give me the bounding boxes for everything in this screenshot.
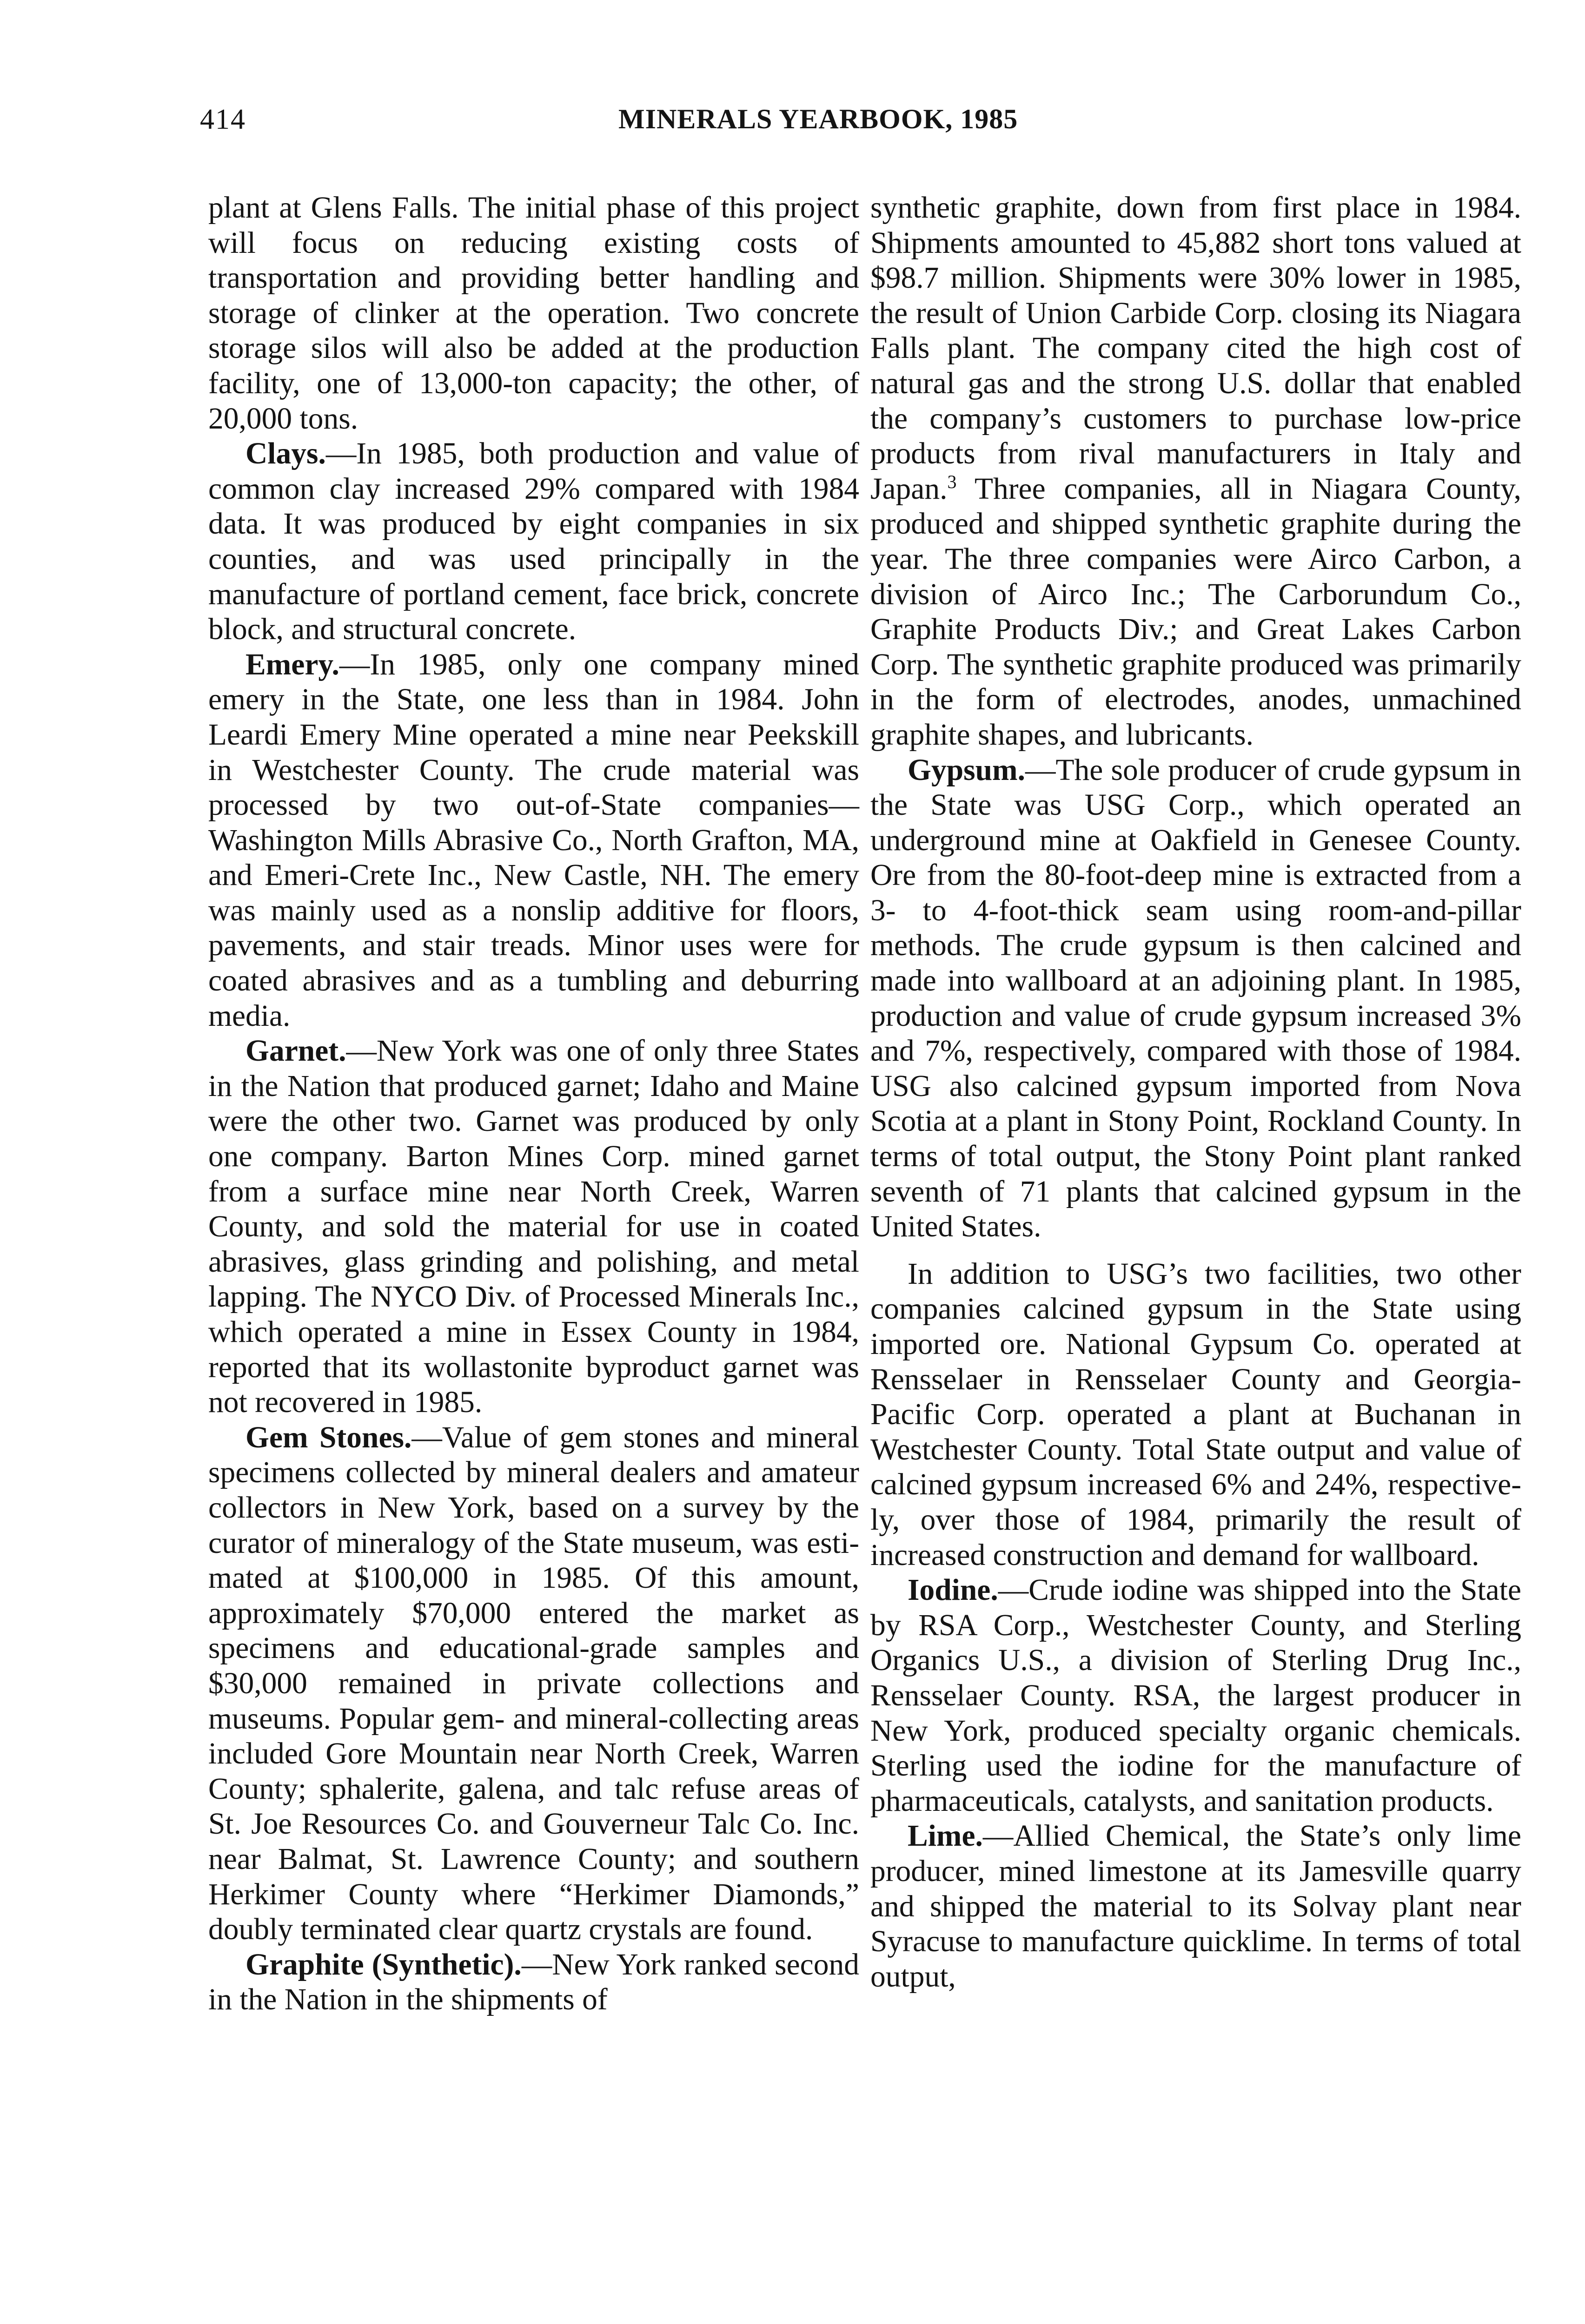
clays-text: —In 1985, both production and value of common clay increased 29% compared with 1984 data. It was produced by eight companies in six counties, and was used principally in the manufacture of portland cement, face brick, concrete block, and structural concrete. bbox=[208, 437, 859, 647]
paragraph-text: plant at Glens Falls. The initial phase of this project will focus on reducing existing costs of transportation and providing better handling and storage of clinker at the operation. Two concrete storage silos will also be added at the production facility, one of 13,000-ton capacity; the other, of 20,000 tons. bbox=[208, 191, 859, 436]
garnet-text: —New York was one of only three States in the Nation that produced garnet; Idaho and Maine were the other two. Garnet was produced by only one company. Barton Mines Corp. mined garnet from a surface mine near North Creek, Warren County, and sold the material for use in coated abrasives, glass grinding and polishing, and metal lapping. The NYCO Div. of Processed Minerals Inc., which operated a mine in Essex County in 1984, reported that its wollastonite byproduct garnet was not recovered in 1985. bbox=[208, 1034, 859, 1419]
running-title: MINERALS YEARBOOK, 1985 bbox=[618, 104, 1018, 134]
gypsum-heading: Gypsum. bbox=[908, 753, 1025, 787]
graphite-continued-text-b: Three companies, all in Niagara County, produced and shipped synthetic graphite during the year. The three companies were Airco Carbon, a division of Airco Inc.; The Carborundum Co., Graphite Products Div.; and Great Lakes Carbon Corp. The synthetic graphite produced was primarily in the form of electrodes, anodes, unmachined graphite shapes, and lubricants. bbox=[870, 472, 1521, 752]
iodine-heading: Iodine. bbox=[908, 1573, 998, 1607]
lime-paragraph bbox=[870, 1819, 1521, 1994]
emery-heading: Emery. bbox=[245, 647, 339, 681]
graphite-paragraph bbox=[208, 1948, 859, 2018]
footnote-reference: 3 bbox=[947, 471, 957, 492]
graphite-continued-paragraph bbox=[870, 191, 1521, 753]
iodine-text: —Crude iodine was shipped into the State by RSA Corp., Westchester County, and Sterling Organics U.S., a division of Sterling Drug Inc., Rensselaer County. RSA, the largest producer in New York, produced specialty organic chemicals. Sterling used the iodine for the manufacture of pharmaceuticals, catalysts, and sanitation products. bbox=[870, 1573, 1521, 1818]
garnet-paragraph bbox=[208, 1034, 859, 1420]
gem-stones-text: —Value of gem stones and mineral specimens collected by mineral dealers and amateur collectors in New York, based on a survey by the curator of mineralogy of the State museum, was estimated at $100,000 in 1985. Of this amount, approximately $70,000 entered the market as specimens and educational-grade samples and $30,000 remained in private collections and museums. Popular gem- and mineral-collecting areas included Gore Mountain near North Creek, Warren County; sphalerite, galena, and talc refuse areas of St. Joe Resources Co. and Gouverneur Talc Co. Inc. near Balmat, St. Lawrence County; and southern Herkimer County where “Herkimer Diamonds,” doubly terminated clear quartz crystals are found. bbox=[208, 1420, 859, 1947]
clays-paragraph bbox=[208, 436, 859, 647]
gypsum-text: —The sole producer of crude gypsum in the State was USG Corp., which operated an underground mine at Oakfield in Genesee County. Ore from the 80-foot-deep mine is extracted from a 3- to 4-foot-thick seam using room-and-pillar methods. The crude gypsum is then calcined and made into wallboard at an adjoining plant. In 1985, production and value of crude gypsum increased 3% and 7%, respectively, compared with those of 1984. USG also calcined gypsum imported from Nova Scotia at a plant in Stony Point, Rockland County. In terms of total output, the Stony Point plant ranked seventh of 71 plants that calcined gypsum in the United States. bbox=[870, 753, 1521, 1244]
left-column bbox=[208, 191, 859, 2018]
gypsum-second-paragraph bbox=[870, 1257, 1521, 1573]
glens-falls-paragraph bbox=[208, 191, 859, 436]
garnet-heading: Garnet. bbox=[245, 1034, 346, 1068]
gem-stones-heading: Gem Stones. bbox=[245, 1420, 412, 1454]
clays-heading: Clays. bbox=[245, 437, 326, 471]
graphite-heading: Graphite (Synthetic). bbox=[245, 1948, 522, 1981]
gypsum-paragraph bbox=[870, 753, 1521, 1245]
page-header bbox=[0, 103, 1585, 145]
lime-heading: Lime. bbox=[908, 1819, 983, 1853]
gypsum-second-text: In addition to USG’s two facilities, two other companies calcined gypsum in the State using imported ore. National Gypsum Co. operated at Rensselaer in Rensselaer County and Georgia-Pacific Corp. operated a plant at Buchanan in Westchester County. Total State output and value of calcined gypsum increased 6% and 24%, respectively, over those of 1984, primarily the result of increased construction and demand for wallboard. bbox=[870, 1257, 1521, 1572]
right-column bbox=[870, 191, 1521, 1994]
graphite-continued-text-a: synthetic graphite, down from first place in 1984. Shipments amounted to 45,882 short tons valued at $98.7 million. Shipments were 30% lower in 1985, the result of Union Carbide Corp. closing its Niagara Falls plant. The company cited the high cost of natural gas and the strong U.S. dollar that enabled the company’s customers to purchase low-price products from rival manufacturers in Italy and Japan. bbox=[870, 191, 1521, 506]
graphite-text: —New York ranked second in the Nation in the shipments of bbox=[208, 1948, 859, 2017]
page-number: 414 bbox=[200, 104, 246, 135]
emery-text: —In 1985, only one company mined emery in the State, one less than in 1984. John Leardi Emery Mine operated a mine near Peekskill in Westchester County. The crude material was processed by two out-of-State companies—Washington Mills Abrasive Co., North Grafton, MA, and Emeri-Crete Inc., New Castle, NH. The emery was mainly used as a nonslip additive for floors, pavements, and stair treads. Minor uses were for coated abrasives and as a tumbling and deburring media. bbox=[208, 647, 859, 1033]
emery-paragraph bbox=[208, 647, 859, 1034]
gem-stones-paragraph bbox=[208, 1420, 859, 1948]
iodine-paragraph bbox=[870, 1573, 1521, 1819]
lime-text: —Allied Chemical, the State’s only lime producer, mined limestone at its Jamesville quarry and shipped the material to its Solvay plant near Syracuse to manufacture quicklime. In terms of total output, bbox=[870, 1819, 1521, 1994]
